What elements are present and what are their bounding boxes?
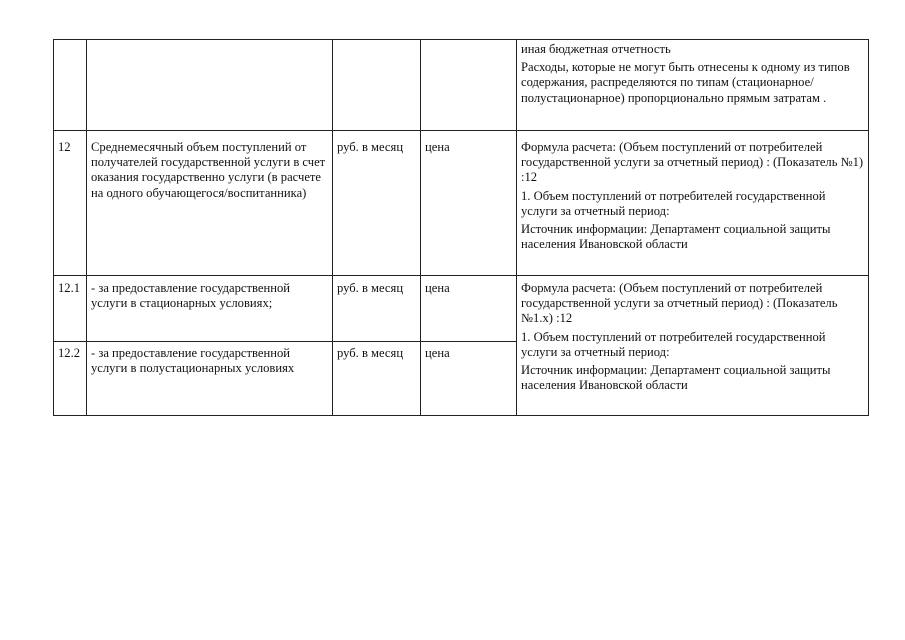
row-number-cell: 12.2: [54, 342, 87, 416]
row-number-cell: 12: [54, 131, 87, 276]
unit-cell: руб. в месяц: [333, 276, 421, 342]
table-row: [54, 276, 869, 342]
indicators-table: [53, 39, 869, 416]
indicator-name-cell: Среднемесячный объем поступлений от получателей государственной услуги в счет оказания государственно услуги (в расчете на одного обучающегося/воспитанника): [87, 131, 333, 276]
type-cell: [421, 40, 517, 131]
indicator-definition-text: 1. Объем поступлений от потребителей государственной услуги за отчетный период:: [521, 329, 826, 359]
row-number-cell: [54, 40, 87, 131]
unit-cell: руб. в месяц: [333, 131, 421, 276]
indicator-name-cell: [87, 40, 333, 131]
method-cell: [517, 131, 869, 276]
indicator-name-cell: - за предоставление государственной услуги в полустационарных условиях: [87, 342, 333, 416]
type-cell: цена: [421, 276, 517, 342]
table-row: [54, 131, 869, 276]
indicator-name-cell: - за предоставление государственной услуги в стационарных условиях;: [87, 276, 333, 342]
method-cell: [517, 40, 869, 131]
source-text: Источник информации: Департамент социальной защиты населения Ивановской области: [521, 363, 831, 393]
type-cell: цена: [421, 342, 517, 416]
table-row: [54, 40, 869, 131]
unit-cell: руб. в месяц: [333, 342, 421, 416]
row-number-cell: 12.1: [54, 276, 87, 342]
formula-text: Формула расчета: (Объем поступлений от потребителей государственной услуги за отчетный период) : (Показатель №1) :12: [521, 140, 864, 185]
source-text: Источник информации: Департамент социальной защиты населения Ивановской области: [521, 222, 831, 252]
method-text: Расходы, которые не могут быть отнесены к одному из типов содержания, распределяются по типам (стационарное/полустационарное) пропорционально прямым затратам .: [521, 60, 850, 105]
method-cell: [517, 276, 869, 416]
formula-text: Формула расчета: (Объем поступлений от потребителей государственной услуги за отчетный период) : (Показатель №1.х) :12: [521, 281, 838, 326]
type-cell: цена: [421, 131, 517, 276]
unit-cell: [333, 40, 421, 131]
method-text: иная бюджетная отчетность: [521, 42, 671, 56]
indicator-definition-text: 1. Объем поступлений от потребителей государственной услуги за отчетный период:: [521, 188, 826, 218]
